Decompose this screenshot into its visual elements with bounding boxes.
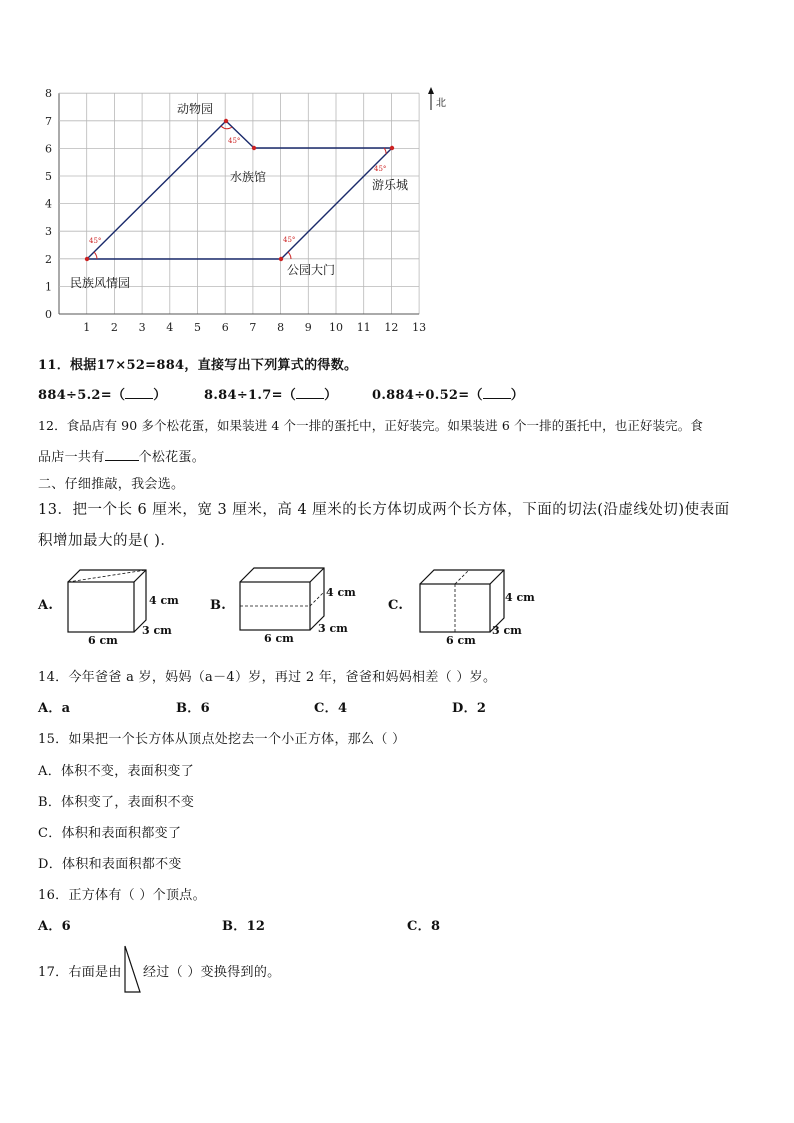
x-tick-label: 7	[249, 321, 257, 334]
q11-b-close: ）	[324, 388, 338, 403]
point-zoo	[224, 119, 228, 123]
x-tick-label: 6	[221, 321, 229, 334]
q11-c-text: 0.884÷0.52=（	[372, 388, 483, 403]
point-aquarium	[252, 146, 256, 150]
q13-c-dim-h: 4 cm	[505, 591, 535, 604]
place-aquarium: 水族馆	[230, 170, 267, 184]
q14-stem: 14．今年爸爸 a 岁，妈妈（a－4）岁，再过 2 年，爸爸和妈妈相差（ ）岁。	[38, 670, 497, 685]
y-tick-label: 2	[45, 252, 52, 266]
q14-option-a[interactable]: A．a	[38, 701, 71, 716]
q13-b-cut-line	[240, 592, 324, 606]
q13-box-a[interactable]	[60, 566, 190, 650]
q13-c-dim-l: 6 cm	[446, 634, 476, 647]
angle-arc-gate	[288, 252, 291, 259]
x-tick-label: 5	[194, 321, 201, 334]
q13-a-dim-w: 3 cm	[142, 624, 172, 637]
y-tick-label: 4	[45, 197, 52, 211]
x-tick-label: 2	[110, 321, 118, 334]
q11-a-blank[interactable]	[125, 386, 153, 399]
q17-before: 17．右面是由	[38, 965, 122, 980]
angle-label-amusement: 45°	[374, 165, 387, 173]
q13-b-dim-h: 4 cm	[326, 586, 356, 599]
q14-option-c[interactable]: C．4	[314, 701, 348, 716]
q16-stem: 16．正方体有（ ）个顶点。	[38, 888, 206, 903]
q11-b-blank[interactable]	[296, 386, 324, 399]
angle-label-zoo: 45°	[228, 137, 241, 145]
north-label: 北	[436, 98, 446, 109]
q13-box-b[interactable]	[232, 562, 362, 646]
y-tick-label: 1	[45, 280, 52, 294]
x-tick-label: 13	[412, 321, 427, 334]
angle-marks	[94, 126, 386, 259]
q14-option-b[interactable]: B．6	[176, 701, 210, 716]
map-y-axis-ticks	[45, 87, 52, 321]
q16-option-b[interactable]: B．12	[222, 919, 266, 934]
q13-a-dim-h: 4 cm	[149, 594, 179, 607]
x-tick-label: 11	[356, 321, 371, 334]
y-tick-label: 6	[45, 142, 52, 156]
place-gate: 公园大门	[287, 263, 336, 277]
q11-stem: 11．根据17×52=884，直接写出下列算式的得数。	[38, 358, 358, 373]
q11-a-close: ）	[153, 388, 167, 403]
q12-line2b: 个松花蛋。	[138, 450, 206, 465]
q15-option-d[interactable]: D．体积和表面积都不变	[38, 857, 182, 872]
q13-option-a-label[interactable]: A.	[38, 598, 54, 613]
point-amusement	[390, 146, 394, 150]
x-tick-label: 9	[304, 321, 312, 334]
q17-triangle-figure	[122, 944, 144, 996]
q11-a-text: 884÷5.2=（	[38, 388, 126, 403]
q15-stem: 15．如果把一个长方体从顶点处挖去一个小正方体，那么（ ）	[38, 732, 406, 747]
q14-option-d[interactable]: D．2	[452, 701, 487, 716]
q13-c-dim-w: 3 cm	[492, 624, 522, 637]
y-tick-label: 7	[45, 114, 52, 128]
angle-label-gate: 45°	[283, 236, 296, 244]
q11-item-c	[372, 384, 524, 403]
route-folk-zoo	[87, 121, 226, 259]
q12-line1: 12．食品店有 90 多个松花蛋，如果装进 4 个一排的蛋托中，正好装完。如果装进 6 个一排的蛋托中，也正好装完。食	[38, 418, 703, 433]
x-tick-label: 8	[277, 321, 285, 334]
y-tick-label: 0	[45, 308, 52, 321]
q15-option-a[interactable]: A．体积不变，表面积变了	[38, 764, 194, 779]
x-tick-label: 4	[166, 321, 174, 334]
place-folk: 民族风情园	[70, 276, 131, 290]
q12-line2a: 品店一共有	[38, 450, 105, 465]
q13-box-c[interactable]	[412, 566, 542, 650]
q13-b-dim-w: 3 cm	[318, 622, 348, 635]
section-2-title: 二、仔细推敲，我会选。	[38, 477, 185, 492]
q11-c-close: ）	[510, 388, 525, 403]
q13-b-dim-l: 6 cm	[264, 632, 294, 645]
q11-item-b	[204, 384, 337, 403]
x-tick-label: 12	[384, 321, 399, 334]
y-tick-label: 8	[45, 87, 52, 101]
q13-option-b-label[interactable]: B.	[210, 598, 227, 613]
angle-arc-folk	[94, 252, 97, 259]
q17-after: 经过（ ）变换得到的。	[143, 965, 281, 980]
x-tick-label: 3	[138, 321, 146, 334]
q11-c-blank[interactable]	[483, 386, 511, 399]
q11-item-a	[38, 384, 167, 403]
place-amusement: 游乐城	[372, 178, 409, 192]
q15-option-c[interactable]: C．体积和表面积都变了	[38, 826, 182, 841]
q13-line2: 积增加最大的是( )．	[38, 533, 176, 549]
q11-b-text: 8.84÷1.7=（	[204, 388, 297, 403]
place-zoo: 动物园	[177, 102, 214, 116]
q12-line2	[38, 446, 205, 465]
x-tick-label: 10	[329, 321, 343, 334]
angle-arc-zoo	[221, 126, 232, 129]
map-x-axis-ticks	[83, 321, 426, 334]
y-tick-label: 5	[45, 170, 52, 183]
x-tick-label: 1	[83, 321, 91, 334]
y-tick-label: 3	[45, 225, 52, 239]
angle-label-folk: 45°	[89, 237, 102, 245]
q13-line1: 13．把一个长 6 厘米，宽 3 厘米，高 4 厘米的长方体切成两个长方体，下面的切法(沿虚线处切)使表面	[38, 502, 730, 518]
q13-a-dim-l: 6 cm	[88, 634, 118, 647]
q13-option-c-label[interactable]: C.	[388, 598, 404, 613]
q15-option-b[interactable]: B．体积变了，表面积不变	[38, 795, 195, 810]
q13-c-cut-line	[455, 570, 469, 632]
point-gate	[279, 257, 283, 261]
q16-option-c[interactable]: C．8	[407, 919, 441, 934]
q12-blank[interactable]	[105, 448, 139, 461]
north-arrow-icon	[428, 87, 434, 110]
point-folk	[85, 257, 89, 261]
q16-option-a[interactable]: A．6	[38, 919, 72, 934]
park-map	[0, 80, 470, 340]
angle-arc-amusement	[384, 148, 386, 154]
